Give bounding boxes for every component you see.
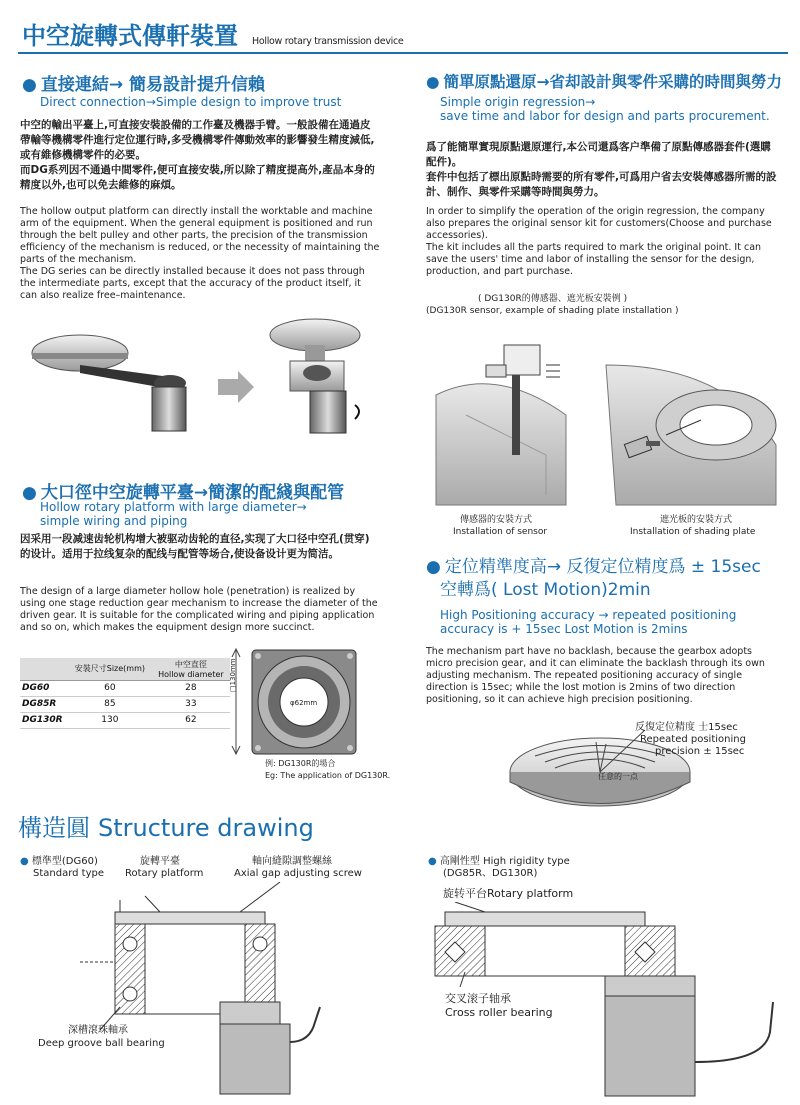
- ball-bearing-en: Deep groove ball bearing: [38, 1038, 165, 1049]
- bullet-icon: ●: [426, 557, 441, 577]
- s1-en-text: [20, 206, 380, 302]
- table-row: [20, 696, 230, 712]
- plate-caption-en: Installation of shading plate: [630, 527, 756, 537]
- table-caption-en: Eg: The application of DG130R.: [265, 771, 391, 780]
- rotary-label-en: Rotary platform: [125, 868, 204, 879]
- std-type-zh: 標準型(DG60): [31, 856, 98, 867]
- arbitrary-point-label: 任意的一点: [598, 772, 638, 781]
- s4-heading-en-1: High Positioning accuracy → repeated positioning: [440, 608, 737, 622]
- cross-bearing-zh: 交叉滚子轴承: [445, 992, 511, 1005]
- table-cell-model: DG60: [20, 680, 68, 696]
- direct-connection-figure: [20, 315, 380, 445]
- rotary-label-zh: 旋轉平臺: [140, 856, 180, 867]
- s2-heading-en-2: save time and labor for design and parts procurement.: [440, 109, 770, 123]
- s3-heading-zh: 大口徑中空旋轉平臺→簡潔的配綫與配管: [40, 483, 345, 503]
- hr-models: (DG85R、DG130R): [443, 868, 538, 879]
- s3-en-text: The design of a large diameter hollow hole (penetration) is realized by using one stage reduction gear mechanism to increase the diameter of the driven gear. It is suitable for the complicated wiring and piping application and so on, which makes the equipment design more succinct.: [20, 586, 378, 633]
- s1-zh-text: [20, 118, 380, 193]
- s3-heading-en: [40, 500, 307, 528]
- s4-heading: [426, 552, 761, 577]
- page-title-en: Hollow rotary transmission device: [252, 36, 404, 47]
- screw-label-zh: 軸向縫隙調整螺絲: [252, 856, 332, 867]
- s2-heading-en-1: Simple origin regression→: [440, 95, 596, 109]
- s4-heading-zh-1: 定位精準度高→ 反復定位精度爲 ± 15sec: [444, 557, 761, 577]
- s3-heading-en-2: simple wiring and piping: [40, 514, 188, 528]
- s2-en-p1: In order to simplify the operation of the origin regression, the company also prepares the original sensor kit for customers(Choose and purchase accessories).: [426, 206, 772, 241]
- hr-type-en: High rigidity type: [483, 856, 570, 867]
- standard-type-drawing: [20, 882, 385, 1102]
- structure-title: [18, 808, 314, 843]
- table-header-row: [20, 658, 230, 680]
- size-table-wrapper: [20, 658, 230, 729]
- table-header-hollow-zh: 中空直徑: [174, 659, 207, 669]
- screw-label-en: Axial gap adjusting screw: [234, 868, 362, 879]
- s2-zh-text: [426, 140, 781, 200]
- sensor-installation-figure: [426, 325, 786, 515]
- table-cell-model: DG130R: [20, 712, 68, 728]
- table-cell-hollow: 62: [152, 712, 230, 728]
- table-header-hollow-en: Hollow diameter: [158, 669, 224, 679]
- s1-heading-zh: 直接連結→ 簡易設計提升信賴: [40, 75, 266, 95]
- ball-bearing-zh: 深槽滾珠軸承: [68, 1025, 128, 1036]
- s4-heading-zh-2: 空轉爲( Lost Motion)2min: [440, 580, 651, 600]
- s1-zh-p2: 而DG系列因不通過中間零件,便可直接安裝,所以除了精度提高外,產品本身的精度以外,也可以免去維修的麻煩。: [20, 164, 375, 191]
- s1-en-p1: The hollow output platform can directly install the worktable and machine arm of the equipment. When the general equipment is positioned and run through the belt pulley and other parts, the precision of the transmission efficiency of the mechanism is reduced, or the necessity of maintaining the parts of the mechanism.: [20, 206, 380, 265]
- hr-type-zh: 高剛性型: [439, 856, 480, 867]
- bullet-icon: ●: [20, 856, 32, 867]
- precision-label-en-1: Repeated positioning: [640, 734, 746, 745]
- s3-zh-text: 因采用一段减速齿轮机构增大被驱动齿轮的直径,实现了大口径中空孔(贯穿)的设计。适用于拉线复杂的配线与配管等场合,使设备设计更为简洁。: [20, 533, 370, 560]
- cross-bearing-en: Cross roller bearing: [445, 1006, 553, 1019]
- std-type-label: [20, 856, 98, 867]
- table-cell-model: DG85R: [20, 696, 68, 712]
- page-title-zh: 中空旋轉式傳軒裝置: [22, 22, 238, 50]
- structure-title-zh: 構造圓: [18, 814, 90, 842]
- precision-label-zh: 反復定位精度 士15sec: [635, 722, 738, 733]
- dimension-label: □130mm: [229, 658, 237, 692]
- sensor-caption-en: Installation of sensor: [453, 527, 548, 537]
- table-cell-size: 60: [68, 680, 152, 696]
- precision-label-en-2: precision ± 15sec: [655, 746, 745, 757]
- table-header-size: 安裝尺寸Size(mm): [68, 658, 152, 680]
- size-table: [20, 658, 230, 729]
- diameter-label: φ62mm: [290, 699, 318, 707]
- s1-heading-en: Direct connection→Simple design to improve trust: [40, 95, 342, 109]
- table-cell-size: 130: [68, 712, 152, 728]
- s2-en-p2: The kit includes all the parts required to mark the original point. It can save the users' time and labor of installing the sensor for the design, production, and part purchase.: [426, 242, 762, 277]
- table-cell-hollow: 33: [152, 696, 230, 712]
- hr-rotary-label: 旋转平台Rotary platform: [443, 887, 574, 900]
- s1-zh-p1: 中空的輸出平臺上,可直接安裝設備的工作臺及機器手臂。一般設備在通過皮帶輸等機構零件進行定位運行時,多受機構零件傳動效率的影響發生精度減低,或有維修機構零件的必要。: [20, 119, 375, 161]
- hr-type-label: [428, 856, 570, 867]
- table-cell-size: 85: [68, 696, 152, 712]
- s2-heading: [426, 70, 782, 92]
- bullet-icon: ●: [428, 856, 440, 867]
- s4-heading-en-2: accuracy is + 15sec Lost Motion is 2mins: [440, 622, 688, 636]
- structure-title-en: Structure drawing: [98, 814, 314, 842]
- bullet-icon: ●: [22, 75, 37, 95]
- table-caption-zh: 例: DG130R的場合: [265, 759, 336, 768]
- std-type-en: Standard type: [33, 868, 105, 879]
- s1-heading: [22, 70, 265, 95]
- s2-heading-en: [440, 95, 770, 123]
- s1-en-p2: The DG series can be directly installed because it does not pass through the intermediate parts, except that the accuracy of the product itself, it can also realize free–maintenance.: [20, 266, 365, 301]
- bullet-icon: ●: [22, 483, 37, 503]
- s4-heading-en: [440, 608, 736, 636]
- s2-heading-zh: 簡單原點還原→省却設計與零件采購的時間與勞力: [443, 73, 783, 91]
- s3-heading-en-1: Hollow rotary platform with large diameter→: [40, 500, 307, 514]
- title-rule: [18, 52, 788, 54]
- s2-fig-caption-zh: ( DG130R的傳感器、遮光板安裝例 ): [478, 294, 628, 304]
- table-row: [20, 712, 230, 728]
- sensor-caption-zh: 傳感器的安裝方式: [460, 515, 533, 525]
- s2-en-text: [426, 206, 781, 278]
- s2-fig-caption-en: (DG130R sensor, example of shading plate installation ): [426, 306, 679, 316]
- plate-caption-zh: 遮光板的安裝方式: [660, 515, 733, 525]
- table-row: [20, 680, 230, 696]
- s2-zh-p2: 套件中包括了標出原點時需要的所有零件,可爲用户省去安裝傳感器所需的設計、制作、與零件采購等時間與勞力。: [426, 171, 777, 198]
- table-header-hollow: [152, 658, 230, 680]
- s4-en-text: The mechanism part have no backlash, because the gearbox adopts micro precision gear, and it can eliminate the backlash through its own adjusting mechanism. The repeated positioning accuracy of single direction is 15sec; while the lost motion is 2mins of two direction positioning, so it can achieve high precision positioning.: [426, 646, 765, 705]
- page-title: [22, 16, 403, 51]
- table-cell-hollow: 28: [152, 680, 230, 696]
- s2-zh-p1: 爲了能簡單實現原點還原運行,本公司還爲客户準備了原點傳感器套件(選購配件)。: [426, 141, 771, 168]
- table-header-model: [20, 658, 68, 680]
- bullet-icon: ●: [426, 73, 440, 91]
